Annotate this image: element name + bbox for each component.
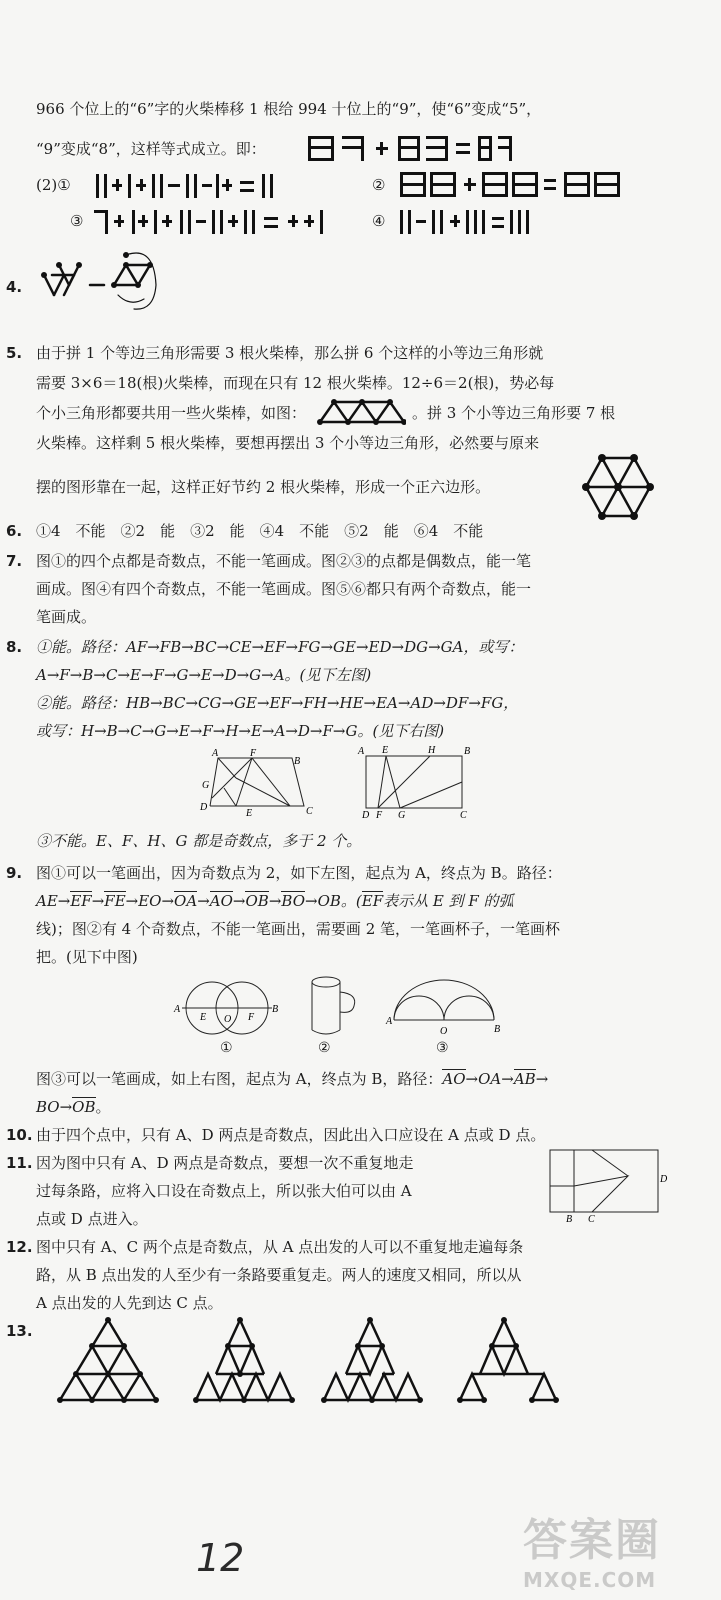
q11-fig-label-B: B	[566, 1214, 573, 1225]
q8-figL-label-F: F	[250, 748, 257, 759]
matchstick-equation-4	[92, 208, 342, 240]
q8-figL-label-C: C	[306, 806, 313, 817]
q3-line1: 966 个位上的“6”字的火柴棒移 1 根给 994 十位上的“9”，使“6”变成“5”，	[36, 100, 542, 118]
q9-fig1-label-E: E	[200, 1012, 207, 1023]
q9-line6-part: BO→	[36, 1098, 73, 1116]
q9-arc-EF-note: EF	[361, 892, 384, 910]
q8-figR-label-H: H	[428, 745, 436, 756]
q9-figure-1	[172, 976, 282, 1050]
q13-figure-4	[454, 1316, 564, 1410]
q8-line1: ①能。路径：AF→FB→BC→CE→EF→FG→GE→ED→DG→GA，或写：	[36, 638, 524, 656]
q8-right-figure	[356, 744, 476, 824]
q8-figL-label-E: E	[246, 808, 253, 818]
q9-arc-AB: AB	[513, 1070, 536, 1088]
q9-arc-EF: EF	[70, 892, 92, 910]
q3-sub2-label: (2)①	[36, 176, 71, 194]
q8-line5: ③不能。E、F、H、G 都是奇数点，多于 2 个。	[36, 832, 362, 850]
q12-number: 12.	[6, 1238, 33, 1256]
matchstick-equation-5	[398, 208, 548, 240]
q9-fig1-label-A: A	[174, 1004, 181, 1015]
q9-line5	[36, 1068, 548, 1090]
q13-number: 13.	[6, 1322, 33, 1340]
q9-line2-part: →	[268, 892, 282, 910]
handwritten-page-number: 12	[196, 1536, 245, 1580]
q5-line3b: 。拼 3 个小等边三角形要 7 根	[412, 404, 616, 422]
q11-number: 11.	[6, 1154, 33, 1172]
q4-number: 4.	[6, 278, 23, 296]
q11-fig-label-D: D	[660, 1174, 668, 1185]
q8-figL-label-B: B	[294, 756, 301, 767]
q12-line2: 路，从 B 点出发的人至少有一条路要重复走。两人的速度又相同，所以从	[36, 1266, 522, 1284]
q9-line4: 把。(见下中图)	[36, 948, 138, 966]
q5-line1: 由于拼 1 个等边三角形需要 3 根火柴棒，那么拼 6 个这样的小等边三角形就	[36, 344, 544, 362]
q9-fig1-label-B: B	[272, 1004, 279, 1015]
q8-line4: 或写：H→B→C→G→E→F→H→E→A→D→F→G。(见下右图)	[36, 722, 445, 740]
q9-arc-FE: FE	[104, 892, 126, 910]
q9-line2-part: →OB。(	[305, 892, 362, 910]
q9-line2-part: →	[232, 892, 246, 910]
q7-line3: 笔画成。	[36, 608, 97, 626]
q9-line6-part: 。	[95, 1098, 111, 1116]
q9-line1: 图①可以一笔画出，因为奇数点为 2，如下左图，起点为 A，终点为 B。路径：	[36, 864, 562, 882]
q9-line5-part: →	[535, 1070, 549, 1088]
q13-figure-1	[48, 1316, 168, 1410]
q8-number: 8.	[6, 638, 23, 656]
matchstick-equation-1	[306, 134, 516, 168]
q9-arc-AO-2: AO	[442, 1070, 466, 1088]
q8-figR-label-B: B	[464, 746, 471, 757]
q8-figR-label-F: F	[376, 810, 383, 820]
q7-number: 7.	[6, 552, 23, 570]
q9-line5-part: 图③可以一笔画成，如上右图，起点为 A，终点为 B，路径：	[36, 1070, 443, 1088]
q11-fig-label-C: C	[588, 1214, 595, 1225]
q9-caption-2: ②	[318, 1040, 331, 1056]
matchstick-equation-2	[92, 172, 302, 204]
q9-arc-OA: OA	[174, 892, 198, 910]
q7-line2: 画成。图④有四个奇数点，不能一笔画成。图⑤⑥都只有两个奇数点，能一	[36, 580, 532, 598]
q11-figure	[540, 1146, 670, 1230]
q3-sub3-label: ③	[70, 212, 84, 230]
q5-number: 5.	[6, 344, 23, 362]
q8-figR-label-D: D	[362, 810, 370, 820]
q9-line3: 线)；图②有 4 个奇数点，不能一笔画出，需要画 2 笔，一笔画杯子，一笔画杯	[36, 920, 561, 938]
q5-triangles-figure	[316, 398, 406, 430]
q8-figL-label-D: D	[200, 802, 208, 813]
q9-caption-3: ③	[436, 1040, 449, 1056]
q5-line4: 火柴棒。这样剩 5 根火柴棒，要想再摆出 3 个小等边三角形，必然要与原来	[36, 434, 540, 452]
q9-line2	[36, 890, 514, 912]
q8-left-figure	[196, 748, 326, 822]
q9-caption-1: ①	[220, 1040, 233, 1056]
q5-line3a: 个小三角形都要共用一些火柴棒，如图：	[36, 404, 307, 422]
watermark-logo	[523, 1504, 713, 1594]
q12-line1: 图中只有 A、C 两个点是奇数点，从 A 点出发的人可以不重复地走遍每条	[36, 1238, 524, 1256]
q9-figure-3	[384, 976, 504, 1046]
q10-number: 10.	[6, 1126, 33, 1144]
q9-figure-2	[304, 972, 364, 1044]
q9-line2-part: 表示从 E 到 F 的弧	[383, 892, 514, 910]
q9-fig3-label-B: B	[494, 1024, 501, 1035]
q9-fig1-label-O: O	[224, 1014, 232, 1025]
q8-figR-label-E: E	[382, 745, 389, 756]
q10-text: 由于四个点中，只有 A、D 两点是奇数点，因此出入口应设在 A 点或 D 点。	[36, 1126, 546, 1144]
q6-number: 6.	[6, 522, 23, 540]
q9-line6	[36, 1096, 111, 1118]
q9-fig1-label-F: F	[248, 1012, 255, 1023]
q9-line2-part: →	[197, 892, 210, 910]
q11-line2: 过每条路，应将入口设在奇数点上，所以张大伯可以由 A	[36, 1182, 412, 1200]
q3-sub4-label: ④	[372, 212, 386, 230]
q8-figL-label-A: A	[212, 748, 219, 759]
q3-sub2b-label: ②	[372, 176, 386, 194]
q13-figure-3	[318, 1316, 428, 1410]
q5-hexagon-figure	[582, 452, 654, 526]
q9-fig3-label-A: A	[386, 1016, 393, 1027]
q11-line1: 因为图中只有 A、D 两点是奇数点，要想一次不重复地走	[36, 1154, 414, 1172]
q9-number: 9.	[6, 864, 23, 882]
q9-arc-OB-2: OB	[72, 1098, 96, 1116]
q8-figR-label-A: A	[358, 746, 365, 757]
q8-line2: A→F→B→C→E→F→G→E→D→G→A。(见下左图)	[36, 666, 372, 684]
q9-arc-AO: AO	[209, 892, 233, 910]
q8-figR-label-G: G	[398, 810, 406, 820]
q3-line2: “9”变成“8”，这样等式成立。即：	[36, 140, 266, 158]
q9-arc-OB: OB	[245, 892, 269, 910]
q9-arc-BO: BO	[281, 892, 305, 910]
q8-figR-label-C: C	[460, 810, 467, 820]
q9-line2-part: AE→	[36, 892, 71, 910]
q9-line2-part: →EO→	[125, 892, 175, 910]
q8-line3: ②能。路径：HB→BC→CG→GE→EF→FH→HE→EA→AD→DF→FG，	[36, 694, 519, 712]
watermark-small-text: MXQE.COM	[523, 1568, 657, 1592]
q9-line5-part: →OA→	[465, 1070, 514, 1088]
q5-line5: 摆的图形靠在一起，这样正好节约 2 根火柴棒，形成一个正六边形。	[36, 478, 491, 496]
q6-text: ①4 不能 ②2 能 ③2 能 ④4 不能 ⑤2 能 ⑥4 不能	[36, 522, 484, 540]
q9-fig3-label-O: O	[440, 1026, 448, 1037]
matchstick-equation-3	[398, 170, 624, 204]
q12-line3: A 点出发的人先到达 C 点。	[36, 1294, 223, 1312]
q11-line3: 点或 D 点进入。	[36, 1210, 148, 1228]
watermark-big-text: 答案圈	[523, 1515, 661, 1566]
q5-line2: 需要 3×6＝18(根)火柴棒，而现在只有 12 根火柴棒。12÷6＝2(根)，势必每	[36, 374, 555, 392]
q13-figure-2	[190, 1316, 300, 1410]
q4-figure	[34, 245, 174, 319]
q8-figL-label-G: G	[202, 780, 210, 791]
q7-line1: 图①的四个点都是奇数点，不能一笔画成。图②③的点都是偶数点，能一笔	[36, 552, 532, 570]
q9-line2-part: →	[91, 892, 105, 910]
